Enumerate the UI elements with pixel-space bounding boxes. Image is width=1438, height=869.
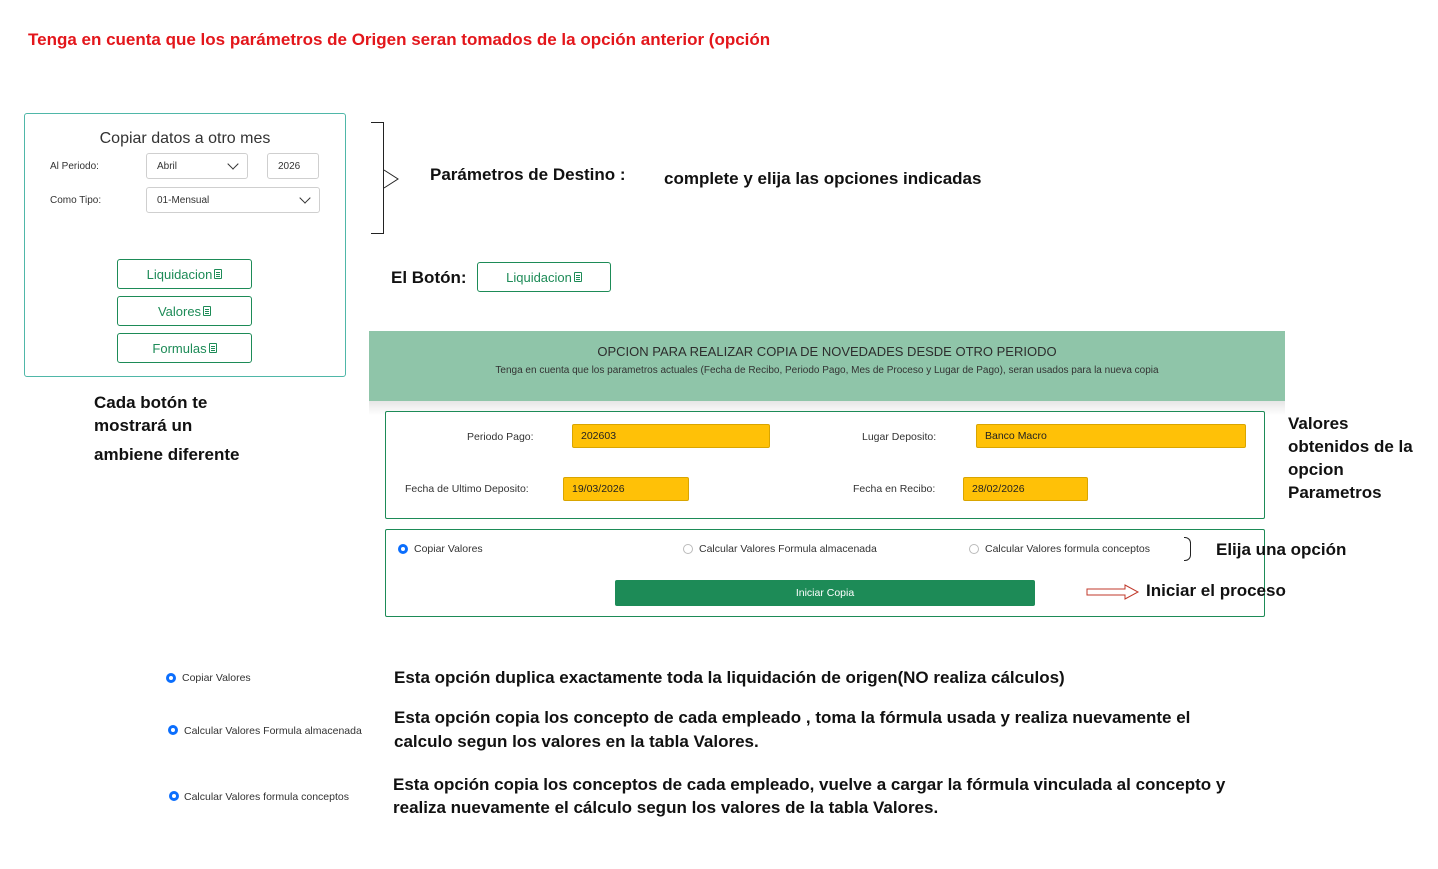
explanation-formula-almacenada-2: calculo segun los valores en la tabla Valores.: [394, 732, 759, 751]
fecha-recibo-field[interactable]: [963, 477, 1088, 501]
arrow-right-icon: [1085, 584, 1141, 600]
radio-formula-conceptos[interactable]: [969, 544, 979, 554]
month-select[interactable]: [146, 153, 248, 179]
periodo-pago-field[interactable]: [572, 424, 770, 448]
liquidacion-button-label: Liquidacion: [146, 266, 213, 282]
document-icon: [209, 343, 217, 353]
year-value: 2026: [278, 160, 301, 172]
type-select[interactable]: [146, 187, 320, 213]
legend-radio-copiar-valores: [166, 673, 176, 683]
top-note: Tenga en cuenta que los parámetros de Origen seran tomados de la opción anterior (opción: [28, 30, 771, 49]
values-from-note-1: Valores: [1288, 414, 1349, 433]
each-button-note-2: mostrará un: [94, 416, 193, 435]
button-label-note: El Botón:: [391, 268, 467, 287]
option-formula-almacenada-label: Calcular Valores Formula almacenada: [699, 543, 877, 555]
values-from-note-3: opcion: [1288, 460, 1344, 479]
params-card: [385, 411, 1265, 519]
fecha-ultimo-deposito-value: 19/03/2026: [572, 483, 625, 495]
type-value: 01-Mensual: [157, 194, 210, 206]
lugar-deposito-label: Lugar Deposito:: [862, 431, 937, 443]
values-from-note-2: obtenidos de la: [1288, 437, 1413, 456]
choose-option-note: Elija una opción: [1216, 540, 1347, 559]
start-copy-label: Iniciar Copia: [795, 587, 855, 599]
document-icon: [203, 306, 211, 316]
type-label: Como Tipo:: [50, 195, 102, 206]
option-formula-conceptos-label: Calcular Valores formula conceptos: [985, 543, 1150, 555]
option-copiar-valores-label: Copiar Valores: [414, 543, 483, 555]
dest-params-label: Parámetros de Destino :: [430, 165, 626, 184]
period-label: Al Periodo:: [50, 161, 99, 172]
valores-button-label: Valores: [157, 303, 202, 319]
fecha-recibo-value: 28/02/2026: [972, 483, 1025, 495]
legend-radio-formula-conceptos: [169, 791, 179, 801]
liquidacion-example-label: Liquidacion: [506, 269, 572, 285]
copy-panel-header: [369, 331, 1285, 401]
liquidacion-example-button[interactable]: [477, 262, 611, 292]
fecha-recibo-label: Fecha en Recibo:: [853, 483, 936, 495]
lugar-deposito-value: Banco Macro: [985, 430, 1047, 442]
chevron-down-icon: [299, 192, 310, 203]
start-copy-button[interactable]: [615, 580, 1035, 606]
liquidacion-button[interactable]: [117, 259, 252, 289]
formulas-button-label: Formulas: [152, 340, 207, 356]
copy-data-dialog: [24, 113, 346, 377]
radio-copiar-valores[interactable]: [398, 544, 408, 554]
periodo-pago-label: Periodo Pago:: [467, 431, 534, 443]
month-value: Abril: [157, 160, 178, 172]
legend-radio-formula-almacenada: [168, 725, 178, 735]
each-button-note-3: ambiene diferente: [94, 445, 240, 464]
explanation-formula-conceptos-2: realiza nuevamente el cálculo segun los valores de la tabla Valores.: [393, 798, 939, 817]
options-card: [385, 529, 1265, 617]
formulas-button[interactable]: [117, 333, 252, 363]
panel-subtitle: Tenga en cuenta que los parametros actuales (Fecha de Recibo, Periodo Pago, Mes de Proceso y Lugar de Pago), seran usados para la nueva copia: [495, 365, 1159, 376]
document-icon: [214, 269, 222, 279]
fecha-ultimo-deposito-label: Fecha de Ultimo Deposito:: [405, 483, 529, 495]
explanation-formula-conceptos-1: Esta opción copia los conceptos de cada empleado, vuelve a cargar la fórmula vinculada al concepto y: [393, 775, 1226, 794]
year-input[interactable]: [267, 153, 319, 179]
values-from-note-4: Parametros: [1288, 483, 1382, 502]
dest-params-hint: complete y elija las opciones indicadas: [664, 169, 982, 188]
chevron-down-icon: [227, 158, 238, 169]
legend-formula-almacenada-label: Calcular Valores Formula almacenada: [184, 725, 362, 737]
periodo-pago-value: 202603: [581, 430, 617, 442]
copy-dialog-title: Copiar datos a otro mes: [99, 130, 271, 147]
bracket-point-icon: [382, 168, 402, 190]
explanation-formula-almacenada-1: Esta opción copia los concepto de cada empleado , toma la fórmula usada y realiza nuevamente el: [394, 708, 1191, 727]
each-button-note-1: Cada botón te: [94, 393, 208, 412]
valores-button[interactable]: [117, 296, 252, 326]
legend-formula-conceptos-label: Calcular Valores formula conceptos: [184, 791, 349, 803]
explanation-copiar-valores: Esta opción duplica exactamente toda la liquidación de origen(NO realiza cálculos): [394, 668, 1065, 687]
start-process-note: Iniciar el proceso: [1146, 581, 1286, 600]
lugar-deposito-field[interactable]: [976, 424, 1246, 448]
document-icon: [574, 272, 582, 282]
curly-brace-shape: [1184, 537, 1191, 561]
legend-copiar-valores-label: Copiar Valores: [182, 672, 251, 684]
radio-formula-almacenada[interactable]: [683, 544, 693, 554]
fecha-ultimo-deposito-field[interactable]: [563, 477, 689, 501]
panel-title: OPCION PARA REALIZAR COPIA DE NOVEDADES DESDE OTRO PERIODO: [597, 344, 1057, 359]
